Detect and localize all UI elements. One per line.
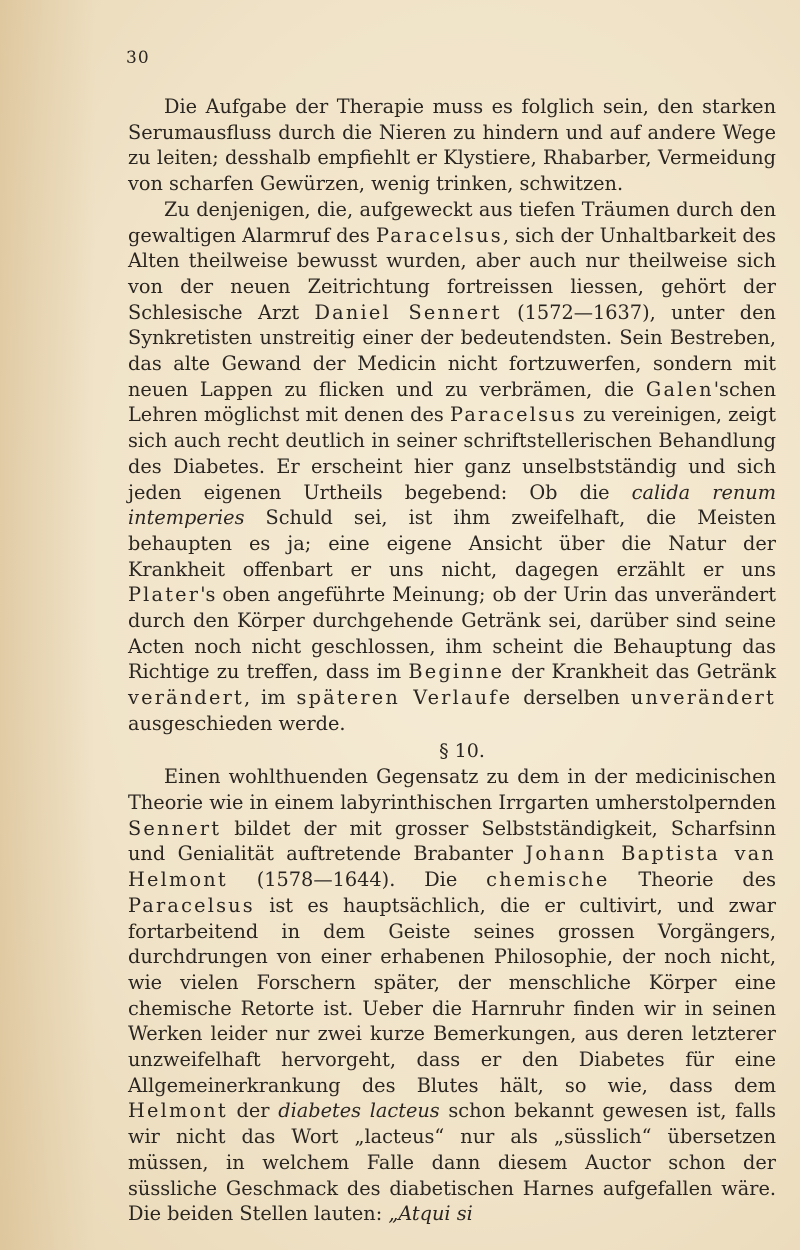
name-helmont: Helmont bbox=[128, 1099, 228, 1123]
emphasis-chemische: chemische bbox=[486, 868, 610, 892]
section-heading: § 10. bbox=[439, 739, 485, 762]
name-paracelsus: Paracelsus bbox=[450, 403, 577, 427]
emphasis-veraendert: verändert bbox=[128, 686, 244, 710]
page-number: 30 bbox=[126, 48, 150, 68]
latin-quote-start: „Atqui si bbox=[388, 1202, 473, 1226]
name-paracelsus: Paracelsus bbox=[375, 223, 503, 247]
emphasis-spaeteren-verlaufe: späteren Verlaufe bbox=[296, 686, 513, 710]
paragraph-helmont: Einen wohlthuenden Gegensatz zu dem in der medicinischen Theorie wie in einem labyrinthischen Irrgarten umherstolpernden Sennert bildet der mit grosser Selbstständigkeit, Scharfsinn und Genialität auftretende Brabanter Johann Baptista van Helmont (1578—1644). Die chemische Theorie des Paracelsus ist es hauptsächlich, die er cultivirt, und zwar fortarbeitend in dem Geiste seines grossen Vorgängers, durchdrungen von einer erhabenen Philosophie, der noch nicht, wie vielen Forschern später, der menschliche Körper eine chemische Retorte ist. Ueber die Harnruhr finden wir in seinen Werken leider nur zwei kurze Bemerkungen, aus deren letzterer unzweifelhaft hervorgeht, dass er den Diabetes für eine Allgemeinerkrankung des Blutes hält, so wie, dass dem Helmont der diabetes lacteus schon bekannt gewesen ist, falls wir nicht das Wort „lacteus“ nur als „süsslich“ übersetzen müssen, in welchem Falle dann diesem Auctor schon der süssliche Geschmack des diabetischen Harnes aufgefallen wäre. Die beiden Stellen lauten: „Atqui si bbox=[128, 765, 777, 1226]
paragraph-sennert: Zu denjenigen, die, aufgeweckt aus tiefen Träumen durch den gewaltigen Alarmruf des Paracelsus, sich der Unhaltbarkeit des Alten theilweise bewusst wurden, aber auch nur theilweise sich von der neuen Zeitrichtung fortreissen liessen, gehört der Schlesische Arzt Daniel Sennert (1572—1637), unter den Synkretisten unstreitig einer der bedeutendsten. Sein Bestreben, das alte Gewand der Medicin nicht fortzuwerfen, sondern mit neuen Lappen zu flicken und zu verbrämen, die Galen'schen Lehren möglichst mit denen des Paracelsus zu vereinigen, zeigt sich auch recht deutlich in seiner schriftstellerischen Behandlung des Diabetes. Er erscheint hier ganz unselbstständig und sich jeden eigenen Urtheils begebend: Ob die calida renum intemperies Schuld sei, ist ihm zweifelhaft, die Meisten behaupten es ja; eine eigene Ansicht über die Natur der Krankheit offenbart er uns nicht, dagegen erzählt er uns Plater's oben angeführte Meinung; ob der Urin das unverändert durch den Körper durchgehende Getränk sei, darüber sind seine Acten noch nicht geschlossen, ihm scheint die Behauptung das Richtige zu treffen, dass im Beginne der Krankheit das Getränk verändert, im späteren Verlaufe derselben unverändert ausgeschieden werde. bbox=[128, 197, 777, 735]
name-helmont-full: Johann Baptista van Helmont bbox=[128, 842, 777, 892]
paragraph-therapy: Die Aufgabe der Therapie muss es folglich sein, den starken Serumausfluss durch die Nieren zu hindern und auf andere Wege zu leiten; desshalb empfiehlt er Klystiere, Rhabarber, Vermeidung von scharfen Gewürzen, wenig trinken, schwitzen. bbox=[128, 95, 776, 196]
page-body bbox=[128, 94, 776, 1227]
emphasis-beginne: Beginne bbox=[408, 660, 505, 684]
name-daniel-sennert: Daniel Sennert bbox=[314, 300, 502, 324]
name-sennert: Sennert bbox=[128, 816, 222, 840]
paper-edge-stain bbox=[0, 0, 95, 1250]
emphasis-unveraendert: unverändert bbox=[630, 686, 777, 710]
name-galen: Galen bbox=[645, 377, 714, 401]
latin-term: diabetes lacteus bbox=[278, 1099, 440, 1123]
name-paracelsus: Paracelsus bbox=[128, 893, 255, 917]
name-plater: Plater bbox=[128, 583, 201, 607]
latin-term: calida renum intemperies bbox=[128, 480, 776, 530]
